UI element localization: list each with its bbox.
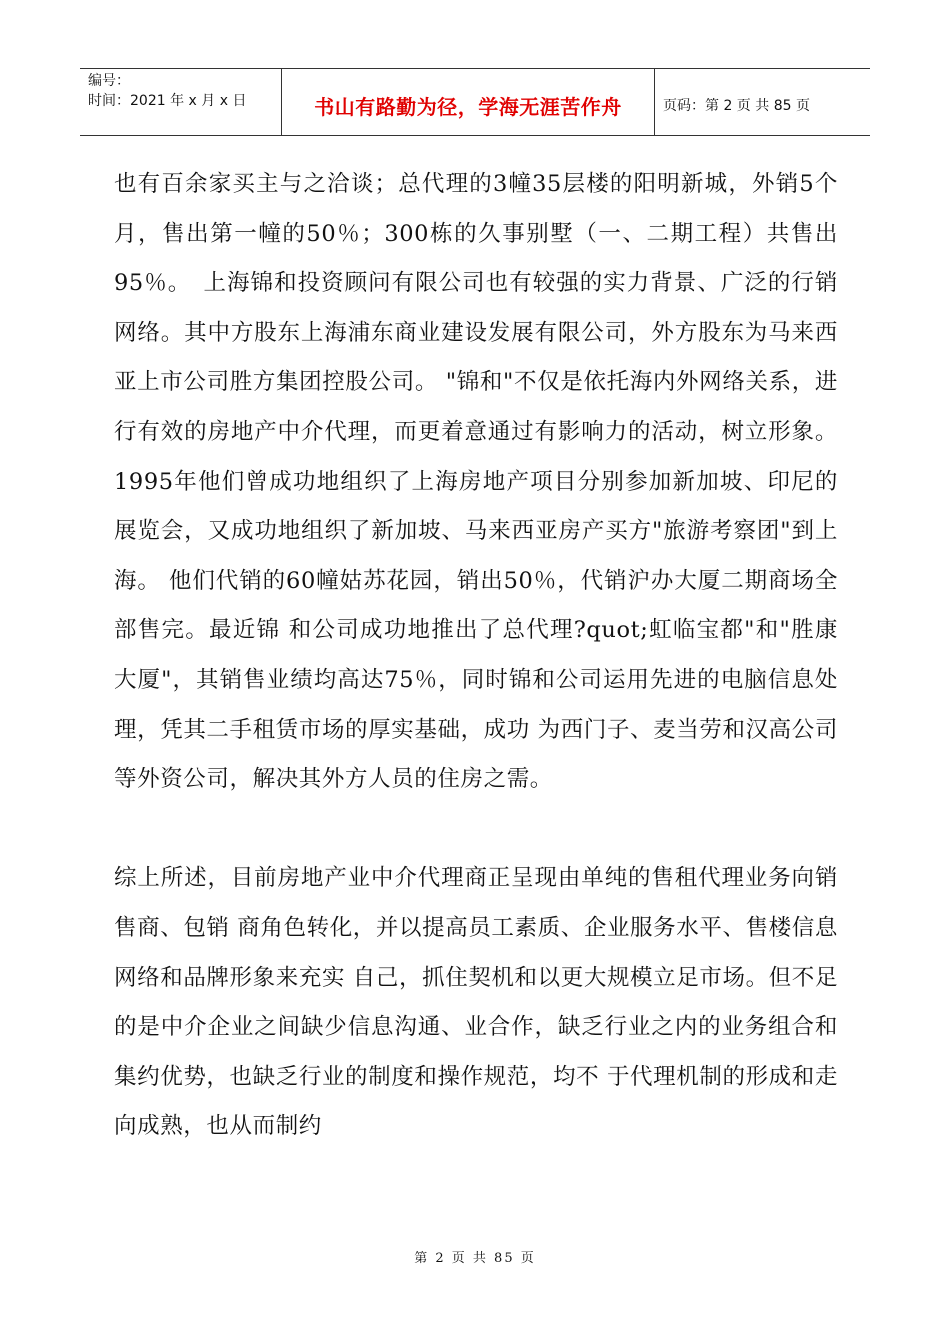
header-page-code	[655, 69, 870, 135]
motto: 书山有路勤为径，学海无涯苦作舟	[314, 94, 622, 119]
page-code: 页码：第 2 页 共 85 页	[663, 98, 810, 114]
document-number: 编号：	[88, 73, 130, 89]
header-motto-cell	[282, 69, 655, 135]
paragraph: 也有百余家买主与之洽谈；总代理的3幢35层楼的阳明新城，外销5个月，售出第一幢的50％；300栋的久事别墅（一、二期工程）共售出95％。 上海锦和投资顾问有限公司也有较强的实力背景、广泛的行销网络。其中方股东上海浦东商业建设发展有限公司，外方股东为马来西亚上市公司胜方集团控股公司。 "锦和"不仅是依托海内外网络关系，进行有效的房地产中介代理，而更着意通过有影响力的活动，树立形象。1995年他们曾成功地组织了上海房地产项目分别参加新加坡、印尼的展览会，又成功地组织了新加坡、马来西亚房产买方"旅游考察团"到上海。 他们代销的60幢姑苏花园，销出50％，代销沪办大厦二期商场全部售完。最近锦 和公司成功地推出了总代理?quot;虹临宝都"和"胜康大厦"，其销售业绩均高达75％，同时锦和公司运用先进的电脑信息处理，凭其二手租赁市场的厚实基础，成功 为西门子、麦当劳和汉高公司等外资公司，解决其外方人员的住房之需。	[114, 171, 838, 793]
header-meta	[80, 69, 282, 135]
page-footer: 第 2 页 共 85 页	[414, 1251, 536, 1266]
paragraph: 综上所述，目前房地产业中介代理商正呈现由单纯的售租代理业务向销售商、包销 商角色转化，并以提高员工素质、企业服务水平、售楼信息网络和品牌形象来充实 自己，抓住契机和以更大规模立足市场。但不足的是中介企业之间缺少信息沟通、业合作，缺乏行业之内的业务组合和集约优势，也缺乏行业的制度和操作规范，均不 于代理机制的形成和走向成熟，也从而制约	[114, 865, 838, 1140]
page-header	[80, 68, 870, 136]
paragraph-gap	[114, 805, 838, 855]
document-body	[114, 160, 838, 1152]
document-date: 时间：2021 年 x 月 x 日	[88, 93, 247, 109]
